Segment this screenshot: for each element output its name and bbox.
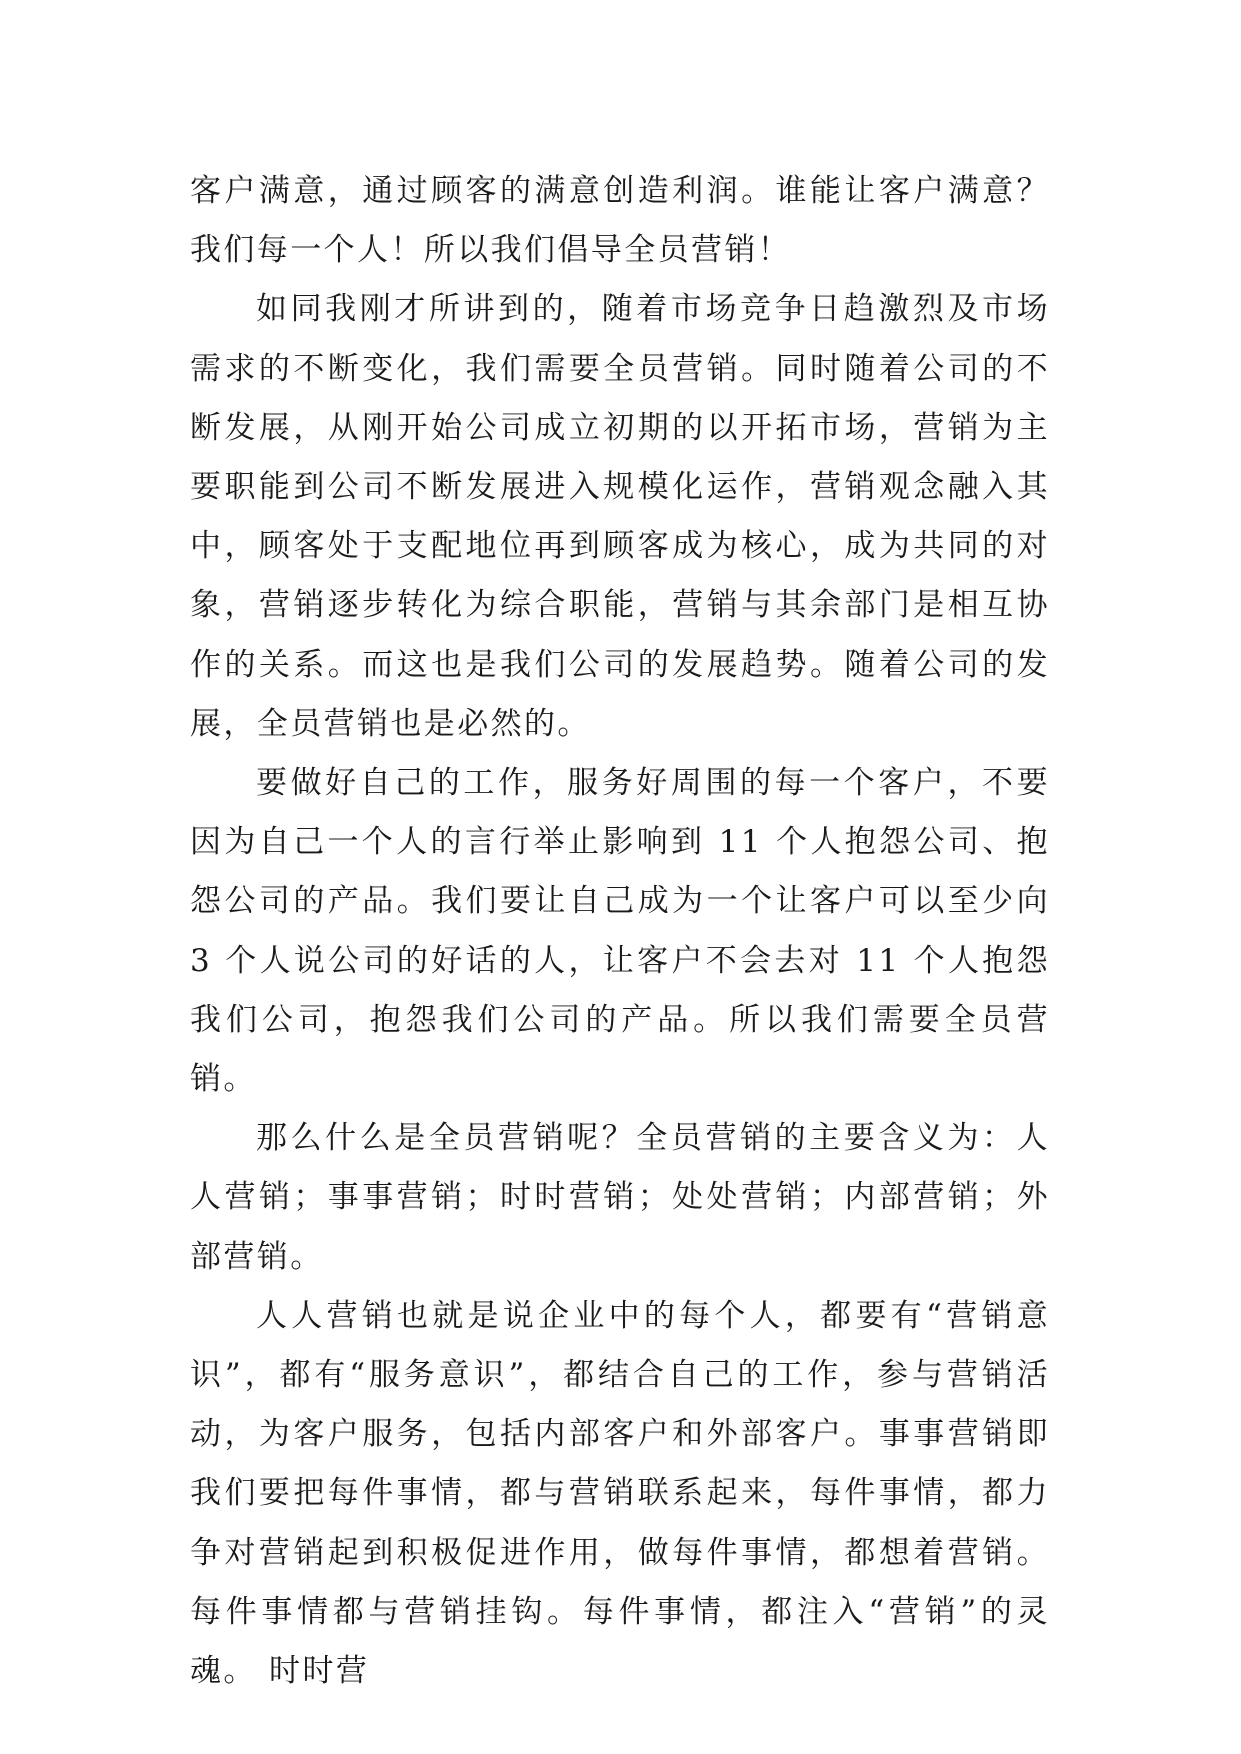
paragraph-4: 那么什么是全员营销呢？全员营销的主要含义为：人人营销；事事营销；时时营销；处处营销；内部营销；外部营销。 bbox=[190, 1120, 1050, 1275]
document-body bbox=[190, 162, 1050, 1701]
paragraph-1: 客户满意，通过顾客的满意创造利润。谁能让客户满意？我们每一个人！所以我们倡导全员营销！ bbox=[190, 173, 1050, 269]
paragraph-2: 如同我刚才所讲到的，随着市场竞争日趋激烈及市场需求的不断变化，我们需要全员营销。同时随着公司的不断发展，从刚开始公司成立初期的以开拓市场，营销为主要职能到公司不断发展进入规模化运作，营销观念融入其中，顾客处于支配地位再到顾客成为核心，成为共同的对象，营销逐步转化为综合职能，营销与其余部门是相互协作的关系。而这也是我们公司的发展趋势。随着公司的发展，全员营销也是必然的。 bbox=[190, 291, 1050, 742]
paragraph-5: 人人营销也就是说企业中的每个人，都要有“营销意识”，都有“服务意识”，都结合自己的工作，参与营销活动，为客户服务，包括内部客户和外部客户。事事营销即我们要把每件事情，都与营销联系起来，每件事情，都力争对营销起到积极促进作用，做每件事情，都想着营销。每件事情都与营销挂钩。每件事情，都注入“营销”的灵魂。 时时营 bbox=[190, 1297, 1050, 1690]
paragraph-3: 要做好自己的工作，服务好周围的每一个客户，不要因为自己一个人的言行举止影响到 11 个人抱怨公司、抱怨公司的产品。我们要让自己成为一个让客户可以至少向 3 个人说公司的好话的人，让客户不会去对 11 个人抱怨我们公司，抱怨我们公司的产品。所以我们需要全员营销。 bbox=[190, 765, 1050, 1098]
